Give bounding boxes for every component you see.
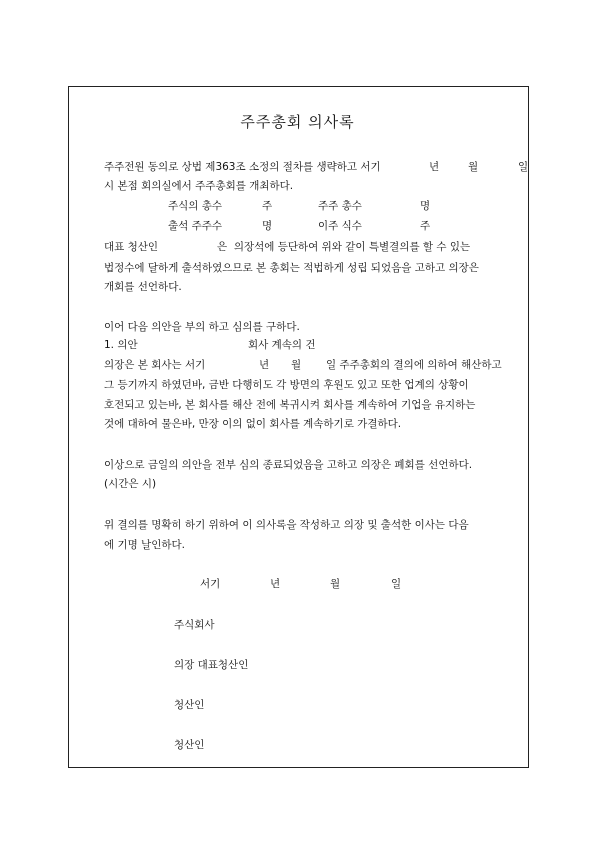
signature-chair: 의장 대표청산인: [174, 659, 249, 671]
opening-line-1: 주주전원 동의로 상법 제363조 소정의 절차를 생략하고 서기: [104, 161, 381, 173]
agenda-item-title: 회사 계속의 건: [248, 339, 316, 351]
opening-day: 일: [518, 161, 529, 173]
opening-year: 년: [429, 161, 440, 173]
opening-month: 월: [468, 161, 479, 173]
document-title: 주주총회 의사록: [240, 113, 355, 131]
date-month: 월: [330, 578, 341, 590]
agenda-intro: 이어 다음 의안을 부의 하고 심의를 구하다.: [104, 321, 300, 333]
present-holders-unit: 명: [262, 220, 273, 232]
total-shares-label: 주식의 총수: [168, 200, 223, 212]
date-year: 년: [270, 578, 281, 590]
signature-liquidator-1: 청산인: [174, 699, 205, 711]
quorum-line-3: 개회를 선언하다.: [104, 281, 182, 293]
quorum-line-1-b: 은 의장석에 등단하여 위와 같이 특별결의를 할 수 있는: [217, 241, 471, 253]
total-shares-unit: 주: [262, 200, 273, 212]
certification-line-2: 에 기명 날인하다.: [104, 539, 186, 551]
certification-line-1: 위 결의를 명확히 하기 위하여 이 의사록을 작성하고 의장 및 출석한 이사는 다음: [104, 519, 469, 531]
agenda-body-month: 월: [291, 359, 302, 371]
quorum-line-2: 법정수에 달하게 출석하였으므로 본 총회는 적법하게 성립 되었음을 고하고 의장은: [104, 262, 479, 274]
signature-company: 주식회사: [174, 619, 215, 631]
present-holders-label: 출석 주주수: [168, 220, 223, 232]
agenda-body-line-1-a: 의장은 본 회사는 서기: [104, 359, 206, 371]
date-day: 일: [391, 578, 402, 590]
quorum-line-1-a: 대표 청산인: [104, 241, 159, 253]
present-shares-unit: 주: [420, 220, 431, 232]
date-era: 서기: [200, 578, 221, 590]
agenda-body-year: 년: [259, 359, 270, 371]
agenda-body-line-3: 호전되고 있는바, 본 회사를 해산 전에 복귀시켜 회사를 계속하여 기업을 유지하는: [104, 399, 476, 411]
agenda-item-label: 1. 의안: [104, 339, 138, 351]
agenda-body-line-1-b: 일 주주총회의 결의에 의하여 해산하고: [326, 359, 502, 371]
present-shares-label: 이주 식수: [318, 220, 362, 232]
agenda-body-line-4: 것에 대하여 물은바, 만장 이의 없이 회사를 계속하기로 가결하다.: [104, 418, 402, 430]
agenda-body-line-2: 그 등기까지 하였던바, 금반 다행히도 각 방면의 후원도 있고 또한 업계의 상황이: [104, 379, 469, 391]
total-holders-label: 주주 총수: [318, 200, 362, 212]
total-holders-unit: 명: [420, 200, 431, 212]
closing-line-1: 이상으로 금일의 의안을 전부 심의 종료되었음을 고하고 의장은 폐회를 선언하다.: [104, 459, 473, 471]
opening-line-2: 시 본점 회의실에서 주주총회를 개최하다.: [104, 180, 294, 192]
closing-line-2: (시간은 시): [104, 478, 157, 490]
signature-liquidator-2: 청산인: [174, 739, 205, 751]
